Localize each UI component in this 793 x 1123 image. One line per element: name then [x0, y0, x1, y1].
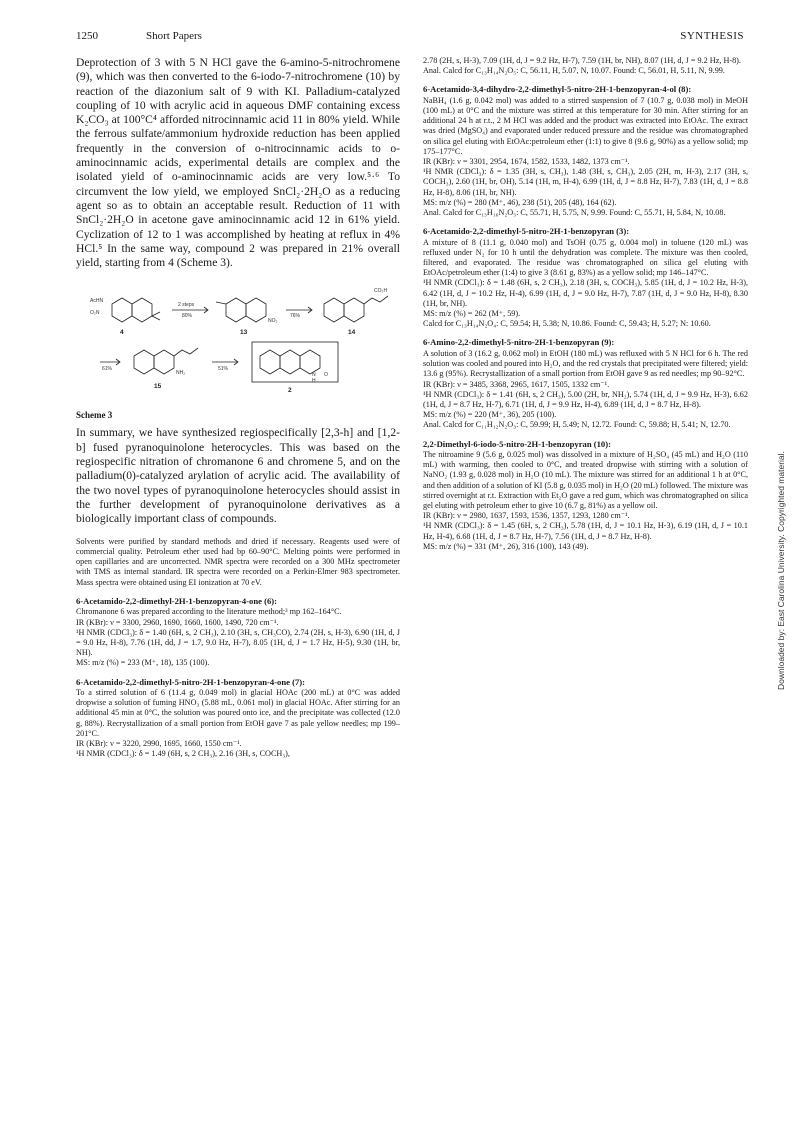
scheme-ring	[300, 350, 320, 374]
scheme-label-o: O	[324, 372, 328, 379]
compound-title: 6-Amino-2,2-dimethyl-5-nitro-2H-1-benzopyran (9):	[423, 337, 615, 348]
scheme-compound-13: 13	[240, 329, 248, 337]
compound-data-line: MS: m/z (%) = 262 (M⁺, 59).	[423, 309, 521, 319]
scheme-bond	[364, 296, 388, 304]
compound-data-line: ¹H NMR (CDCl₃): δ = 1.49 (6H, s, 2 CH₃), 2.16 (3H, s, COCH₃),	[76, 749, 290, 759]
compound-data-line: Calcd for C₁₃H₁₄N₂O₄: C, 59.54; H, 5.38; N, 10.86. Found: C, 59.43; H, 5.27; N: 10.60.	[423, 319, 711, 329]
scheme-label-o2n: O₂N	[90, 310, 100, 317]
scheme-ring	[246, 298, 266, 322]
compound-data-line: Anal. Calcd for C₁₃H₁₄N₂O₅: C, 56.11, H, 5.07, N, 10.07. Found: C, 56.01, H, 5.11, N, 9.99.	[423, 66, 725, 76]
scheme-ring	[226, 298, 246, 322]
compound-title: 6-Acetamido-3,4-dihydro-2,2-dimethyl-5-nitro-2H-1-benzopyran-4-ol (8):	[423, 84, 692, 95]
compound-data-line: Anal. Calcd for C₁₃H₁₆N₂O₅: C, 55.71, H, 5.75, N, 9.99. Found: C, 55.71, H, 5.84, N, 10.08.	[423, 208, 726, 218]
compound-entry	[423, 84, 748, 218]
compound-continuation	[423, 56, 748, 76]
compound-entry	[76, 596, 400, 669]
scheme-label-nh2-15: NH₂	[176, 370, 186, 377]
compound-entry	[423, 439, 748, 552]
scheme-label-no2-13: NO₂	[268, 318, 278, 325]
scheme-compound-4: 4	[120, 329, 124, 337]
compound-data-line: MS: m/z (%) = 233 (M⁺, 18), 135 (100).	[76, 658, 210, 668]
scheme-label-yield-2: 76%	[290, 313, 301, 320]
left-column	[76, 56, 400, 767]
scheme-ring	[154, 350, 174, 374]
compound-procedure: A solution of 3 (16.2 g, 0.062 mol) in EtOH (180 mL) was refluxed with 5 N HCl for 6 h. The red solution was cooled and poured into H₂O, and the red crystals that precipitated were filtered; yield: 13.6 g (95%). Recrystallization of a small portion from EtOH gave 9 as red needles; mp 90–92°C.	[423, 348, 748, 379]
scheme-caption: Scheme 3	[76, 410, 113, 421]
scheme-compound-14: 14	[348, 329, 356, 337]
scheme-label-achn: AcHN	[90, 298, 104, 305]
compound-data-line: IR (KBr): ν = 3300, 2960, 1690, 1660, 1600, 1490, 720 cm⁻¹.	[76, 617, 279, 627]
scheme-3-drawing	[76, 280, 400, 408]
scheme-label-yield-4: 51%	[218, 366, 229, 373]
compound-title: 6-Acetamido-2,2-dimethyl-5-nitro-2H-1-benzopyran (3):	[423, 226, 630, 237]
compound-procedure: A mixture of 8 (11.1 g, 0.040 mol) and TsOH (0.75 g, 0.004 mol) in toluene (120 mL) was refluxed under N₂ for 10 h until the dehydration was complete. The mixture was then cooled, filtered, and evaporated. The residue was chromatographed on silica gel eluting with EtOAc/petroleum ether (1:4) to give 3 (8.61 g, 83%) as a yellow solid; mp 146–147°C.	[423, 237, 748, 278]
compound-procedure: Chromanone 6 was prepared according to the literature method;³ mp 162–164°C.	[76, 607, 342, 617]
download-watermark-text: Downloaded by: East Carolina University. Copyrighted material.	[776, 451, 786, 690]
compound-data-line: IR (KBr): ν = 3485, 3368, 2965, 1617, 1505, 1332 cm⁻¹.	[423, 379, 610, 389]
compound-data-line: ¹H NMR (CDCl₃): δ = 1.40 (6H, s, 2 CH₃), 2.10 (3H, s, CH₃CO), 2.74 (2H, s, H-3), 6.90 (1H, d, J = 9.0 Hz, H-8), 7.76 (1H, dd, J = 1.7, 9.0 Hz, H-7), 8.05 (1H, d, J = 1.7 Hz, H-5), 9.30 (1H, br, NH).	[76, 627, 400, 658]
compound-data-line: ¹H NMR (CDCl₃): δ = 1.48 (6H, s, 2 CH₃), 2.18 (3H, s, COCH₃), 5.85 (1H, d, J = 10.2 Hz, H-3), 6.42 (1H, d, J = 10.2 Hz, H-4), 6.99 (1H, d, J = 9.0 Hz, H-7), 7.87 (1H, d, J = 9.0 Hz, H-8), 8.30 (1H, br, NH).	[423, 278, 748, 308]
compound-data-line: IR (KBr): ν = 3301, 2954, 1674, 1582, 1533, 1482, 1373 cm⁻¹.	[423, 157, 630, 167]
compound-procedure: NaBH₄ (1.6 g, 0.042 mol) was added to a stirred suspension of 7 (10.7 g, 0.038 mol) in MeOH (100 mL) at 0°C and the mixture was stirred at this temperature for 30 min. After stirring for an additional 24 h at r.t., 2 M HCl was added and the product was extracted into EtOAc. The extract was dried (MgSO₄) and evaporated under reduced pressure and the residue was chromatographed on silica gel eluting with EtOAc:petroleum ether (1:1) to give 8 (9.6 g, 90%) as a yellow solid; mp 175–177°C.	[423, 95, 748, 156]
scheme-compound-2: 2	[288, 387, 292, 395]
page-number: 1250	[76, 30, 98, 42]
compound-title: 6-Acetamido-2,2-dimethyl-2H-1-benzopyran-4-one (6):	[76, 596, 277, 607]
right-column	[423, 56, 748, 560]
scheme-ring	[280, 350, 300, 374]
compound-data-line: Anal. Calcd for C₁₁H₁₂N₂O₃: C, 59.99; H, 5.49; N, 12.72. Found: C, 59.88; H, 5.41; N, 12.70.	[423, 420, 731, 430]
scheme-compound-15: 15	[154, 383, 162, 391]
scheme-label-yield-1: 80%	[182, 313, 193, 320]
scheme-bond	[174, 348, 198, 356]
scheme-ring	[260, 350, 280, 374]
scheme-ring	[344, 298, 364, 322]
scheme-label-steps: 2 steps	[178, 302, 195, 309]
scheme-label-yield-3: 61%	[102, 366, 113, 373]
scheme-label-h: H	[312, 378, 316, 385]
compound-title: 2,2-Dimethyl-6-iodo-5-nitro-2H-1-benzopyran (10):	[423, 438, 611, 449]
download-watermark	[770, 290, 790, 690]
scheme-ring	[112, 298, 132, 322]
scheme-label-n: N	[312, 372, 316, 379]
running-header	[76, 30, 744, 46]
journal-name: SYNTHESIS	[680, 30, 744, 42]
body-paragraph-1: Deprotection of 3 with 5 N HCl gave the 6-amino-5-nitrochromene (9), which was then converted to the 6-iodo-7-nitrochromene (10) by reaction of the diazonium salt of 9 with KI. Palladium-catalyzed coupling of 10 with acrylic acid in aqueous DMF containing excess K₂CO₃ at 100°C⁴ afforded nitrocinnamic acid 11 in 80% yield. While the ferrous sulfate/ammonium hydroxide reduction has been applied frequently in the conversion of o-nitrocinnamic acids to o-aminocinnamic acids, experimental details are complex and the isolated yield of o-aminocinnamic acids are very low.⁵·⁶ To circumvent the low yield, we employed SnCl₂·2H₂O as a reducing agent so as to obtain an acceptable result. Reduction of 11 with SnCl₂·2H₂O in acetone gave aminocinnamic acid 12 in 61% yield. Cyclization of 12 to 1 was accomplished by heating at reflux in 4% HCl.⁵ In the same way, compound 2 was prepared in 21% overall yield, starting from 4 (Scheme 3).	[76, 56, 400, 270]
compound-procedure: The nitroamine 9 (5.6 g, 0.025 mol) was dissolved in a mixture of H₂SO₄ (45 mL) and H₂O (110 mL) with warming, then cooled to 0°C, and treated dropwise with stirring with a solution of NaNO₂ (1.93 g, 0.028 mol) in H₂O (10 mL). The mixture was stirred for an additional 1 h at 0°C, and then addition of a solution of KI (5.8 g, 0.035 mol) in H₂O (20 mL) followed. The mixture was stirred overnight at r.t. Extraction with Et₂O gave a red gum, which was chromatographed on silica gel eluting with petroleum ether to give 10 (6.7 g, 81%) as a yellow oil.	[423, 449, 748, 510]
scheme-label-co2h-14: CO₂H	[374, 288, 388, 295]
compound-data-line: ¹H NMR (CDCl₃): δ = 1.45 (6H, s, 2 CH₃), 5.78 (1H, d, J = 10.1 Hz, H-3), 6.19 (1H, d, J = 10.1 Hz, H-4), 6.68 (1H, d, J = 8.7 Hz, H-7), 7.56 (1H, d, J = 8.7 Hz, H-8).	[423, 521, 748, 541]
compound-data-line: IR (KBr): ν = 2980, 1637, 1593, 1536, 1357, 1293, 1280 cm⁻¹.	[423, 511, 630, 521]
scheme-bond	[152, 316, 160, 320]
scheme-bond	[152, 312, 160, 316]
experimental-general: Solvents were purified by standard methods and dried if necessary. Reagents used were of commercial quality. Petroleum ether used had bp 60–90°C. Melting points were performed in open capillaries and are uncorrected. NMR spectra were recorded on a 300 MHz spectrometer with TMS as internal standard. IR spectra were recorded on a Perkin-Elmer 983 spectrometer. Mass spectra were obtained using EI ionization at 70 eV.	[76, 536, 400, 587]
scheme-bond	[216, 302, 226, 304]
scheme-ring	[134, 350, 154, 374]
compound-entry	[423, 337, 748, 430]
compound-procedure: To a stirred solution of 6 (11.4 g, 0.049 mol) in glacial HOAc (200 mL) at 0°C was added dropwise a solution of fuming HNO₃ (5.88 mL, 0.061 mol) in glacial HOAc. After stirring for an additional 45 min at 0°C, the solution was poured onto ice, and the precipitate was collected (12.0 g, 88%). Recrystallization of a small portion from EtOH gave 7 as pale yellow needles; mp 199–201°C.	[76, 688, 400, 738]
body-paragraph-2: In summary, we have synthesized regiospecifically [2,3-h] and [1,2-b] fused pyranoquinolone heterocycles. This was based on the regiospecific nitration of chromanone 6 and chromene 5, and on the palladium(0)-catalyzed arylation of acrylic acid. The availability of the two novel types of pyranoquinolone heterocycles should assist in the further development of pyranoquinolone derivatives as a biologically important class of compounds.	[76, 426, 400, 526]
compound-data-line: ¹H NMR (CDCl₃): δ = 1.41 (6H, s, 2 CH₃), 5.00 (2H, br, NH₂), 5.74 (1H, d, J = 9.9 Hz, H-3), 6.62 (1H, d, J = 8.7 Hz, H-7), 6.71 (1H, d, J = 9.9 Hz, H-4), 6.89 (1H, d, J = 8.7 Hz, H-8).	[423, 389, 748, 409]
compound-title: 6-Acetamido-2,2-dimethyl-5-nitro-2H-1-benzopyran-4-one (7):	[76, 676, 305, 687]
scheme-3-figure	[76, 280, 400, 408]
compound-data-line: ¹H NMR (CDCl₃): δ = 1.35 (3H, s, CH₃), 1.48 (3H, s, CH₃), 2.05 (2H, m, H-3), 2.17 (3H, s, COCH₃), 2.60 (1H, br, OH), 5.14 (1H, m, H-4), 6.99 (1H, d, J = 8.8 Hz, H-7), 7.83 (1H, d, J = 8.8 Hz, H-8), 8.06 (1H, br, NH).	[423, 167, 748, 197]
compound-data-line: MS: m/z (%) = 280 (M⁺, 46), 238 (51), 205 (48), 164 (62).	[423, 197, 617, 207]
compound-entry	[76, 677, 400, 760]
compound-entry	[423, 226, 748, 329]
compound-data-line: MS: m/z (%) = 220 (M⁺, 36), 205 (100).	[423, 410, 557, 420]
scheme-ring	[132, 298, 152, 322]
compound-data-line: 2.78 (2H, s, H-3), 7.09 (1H, d, J = 9.2 Hz, H-7), 7.59 (1H, br, NH), 8.07 (1H, d, J = 9.2 Hz, H-8).	[423, 56, 741, 65]
compound-data-line: IR (KBr): ν = 3220, 2990, 1695, 1660, 1550 cm⁻¹.	[76, 739, 242, 749]
section-label: Short Papers	[146, 30, 202, 42]
scheme-ring	[324, 298, 344, 322]
compound-data-line: MS: m/z (%) = 331 (M⁺, 26), 316 (100), 143 (49).	[423, 541, 589, 551]
